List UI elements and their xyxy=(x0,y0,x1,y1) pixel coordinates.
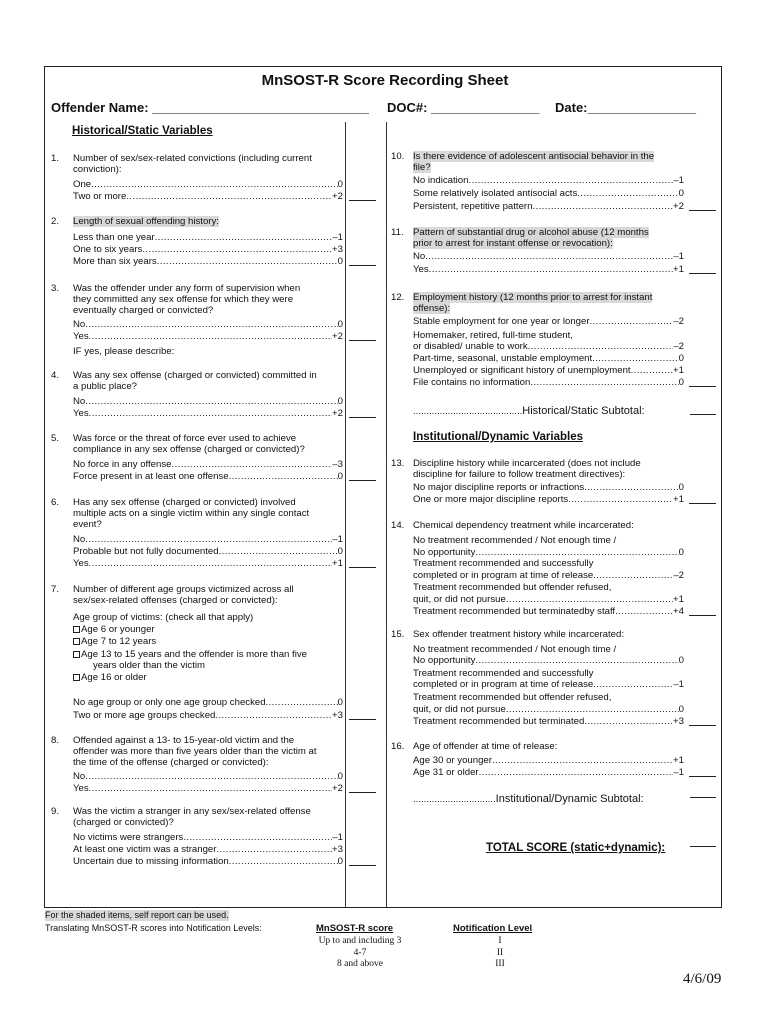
answer-score: +1 xyxy=(673,494,684,505)
score-blank[interactable] xyxy=(349,480,376,481)
answer-score: 0 xyxy=(337,471,343,482)
notification-level: II xyxy=(496,947,504,958)
item-number: 3. xyxy=(51,283,60,294)
leader-dots xyxy=(475,547,678,558)
leader-dots xyxy=(229,471,338,482)
answer-label: Unemployed or significant history of unemployment xyxy=(413,365,631,376)
question-text: discipline for failure to follow treatment directives): xyxy=(413,469,626,480)
leader-dots xyxy=(157,256,338,267)
question-text: offense): xyxy=(413,303,451,314)
question-text: Pattern of substantial drug or alcohol abuse (12 months xyxy=(413,227,649,238)
leader-dots xyxy=(216,844,332,855)
question-text: multiple acts on a single victim within any single contact xyxy=(73,508,310,519)
answer-label: One or more major discipline reports xyxy=(413,494,569,505)
answer-label: Age 30 or younger xyxy=(413,755,492,766)
question-text: offender was more than five years older than the victim at xyxy=(73,746,317,757)
answer-label: Treatment recommended but terminatedby staff xyxy=(413,606,616,617)
age-group-label: Age 16 or older xyxy=(81,672,147,683)
leader-dots xyxy=(89,783,332,794)
answer-score: +2 xyxy=(332,408,343,419)
answer-score: 0 xyxy=(678,655,684,666)
item-number: 4. xyxy=(51,370,60,381)
answer-option xyxy=(413,679,684,690)
total-score-label: TOTAL SCORE (static+dynamic): xyxy=(486,842,666,854)
answer-option xyxy=(413,175,684,186)
leader-dots xyxy=(89,558,332,569)
answer-option xyxy=(73,319,343,330)
age-group-checkbox[interactable] xyxy=(73,672,147,683)
score-blank[interactable] xyxy=(349,417,376,418)
answer-score: –2 xyxy=(673,570,684,581)
answer-option xyxy=(413,655,684,666)
date-field[interactable]: Date:_______________ xyxy=(555,100,696,115)
score-blank[interactable] xyxy=(689,210,716,211)
institutional-subtotal-label: ...............................Institutional/Dynamic Subtotal: xyxy=(413,793,644,805)
answer-option xyxy=(73,844,343,855)
answer-option xyxy=(413,644,684,655)
answer-label: Persistent, repetitive pattern xyxy=(413,201,533,212)
score-blank[interactable] xyxy=(349,792,376,793)
question-text: eventually charged or convicted? xyxy=(73,305,214,316)
score-range: 4-7 xyxy=(353,947,367,958)
item-number: 14. xyxy=(391,520,405,531)
answer-option xyxy=(73,408,343,419)
answer-option xyxy=(413,330,684,341)
answer-score: –1 xyxy=(673,679,684,690)
leader-dots xyxy=(183,832,332,843)
answer-option xyxy=(413,494,684,505)
question-text: they committed any sex offense for which they were xyxy=(73,294,294,305)
answer-label: quit, or did not pursue xyxy=(413,594,506,605)
answer-score: –1 xyxy=(332,232,343,243)
total-score-blank[interactable] xyxy=(690,846,716,847)
question-text: conviction): xyxy=(73,164,122,175)
answer-option xyxy=(73,534,343,545)
answer-score: 0 xyxy=(678,547,684,558)
age-group-checkbox xyxy=(93,660,205,671)
answer-score: 0 xyxy=(337,179,343,190)
answer-option xyxy=(413,188,684,199)
answer-option xyxy=(413,692,684,703)
answer-label: One to six years xyxy=(73,244,143,255)
answer-label: Part-time, seasonal, unstable employment xyxy=(413,353,593,364)
item-number: 1. xyxy=(51,153,60,164)
checkbox-icon[interactable] xyxy=(73,674,80,681)
answer-score: 0 xyxy=(337,697,343,708)
item-number: 11. xyxy=(391,227,404,238)
answer-label: Yes xyxy=(73,558,89,569)
answer-score: +1 xyxy=(673,264,684,275)
leader-dots xyxy=(219,546,338,557)
answer-option xyxy=(73,783,343,794)
answer-score: +3 xyxy=(673,716,684,727)
age-group-label: Age 7 to 12 years xyxy=(81,636,157,647)
answer-label: Treatment recommended but terminated xyxy=(413,716,585,727)
answer-label: No xyxy=(73,319,86,330)
answer-option xyxy=(413,594,684,605)
answer-score: 0 xyxy=(678,482,684,493)
answer-option xyxy=(413,547,684,558)
leader-dots xyxy=(584,716,673,727)
leader-dots xyxy=(142,244,332,255)
notification-level: III xyxy=(495,959,505,969)
item-number: 5. xyxy=(51,433,60,444)
answer-score: +1 xyxy=(332,558,343,569)
age-group-intro: Age group of victims: (check all that apply) xyxy=(73,612,254,623)
score-blank[interactable] xyxy=(689,776,716,777)
score-blank[interactable] xyxy=(689,503,716,504)
question-text: compliance in any sex offense (charged or convicted)? xyxy=(73,444,305,455)
answer-label: File contains no information xyxy=(413,377,531,388)
score-column xyxy=(345,122,387,907)
answer-option xyxy=(413,535,684,546)
answer-label: At least one victim was a stranger xyxy=(73,844,217,855)
question-text: Has any sex offense (charged or convicted) involved xyxy=(73,497,296,508)
leader-dots xyxy=(85,396,337,407)
age-group-checkbox[interactable] xyxy=(73,624,155,635)
answer-label: completed or in program at time of release xyxy=(413,679,594,690)
leader-dots xyxy=(89,331,332,342)
answer-label: or disabled/ unable to work xyxy=(413,341,528,352)
leader-dots xyxy=(468,175,673,186)
doc-number-field[interactable]: DOC#: _______________ xyxy=(387,100,540,115)
question-text: Is there evidence of adolescent antisocial behavior in the xyxy=(413,151,655,162)
leader-dots xyxy=(126,191,332,202)
item-number: 15. xyxy=(391,629,405,640)
question-text: a public place? xyxy=(73,381,138,392)
score-range: 8 and above xyxy=(337,959,383,969)
answer-label: No xyxy=(73,396,86,407)
answer-score: –2 xyxy=(673,341,684,352)
question-text: Was the offender under any form of supervision when xyxy=(73,283,301,294)
answer-score: +2 xyxy=(673,201,684,212)
leader-dots xyxy=(584,482,679,493)
leader-dots xyxy=(215,710,332,721)
answer-option xyxy=(413,606,684,617)
answer-score: +3 xyxy=(332,244,343,255)
answer-option xyxy=(413,755,684,766)
leader-dots xyxy=(429,264,673,275)
historical-section-title: Historical/Static Variables xyxy=(72,125,213,137)
question-text: Chemical dependency treatment while incarcerated: xyxy=(413,520,634,531)
age-group-label: years older than the victim xyxy=(93,660,205,671)
checkbox-icon[interactable] xyxy=(73,626,80,633)
question-text: Was any sex offense (charged or convicted) committed in xyxy=(73,370,317,381)
answer-score: 0 xyxy=(337,546,343,557)
answer-score: +4 xyxy=(673,606,684,617)
leader-dots xyxy=(266,697,338,708)
question-text: Discipline history while incarcerated (does not include xyxy=(413,458,641,469)
answer-option xyxy=(73,710,343,721)
offender-name-field[interactable]: Offender Name: ______________________________ xyxy=(51,100,370,115)
question-text: sex/sex-related offenses (charged or convicted): xyxy=(73,595,278,606)
answer-label: Age 31 or older xyxy=(413,767,479,778)
age-group-checkbox[interactable] xyxy=(73,649,307,660)
checkbox-icon[interactable] xyxy=(73,638,80,645)
answer-label: No xyxy=(413,251,426,262)
answer-score: –2 xyxy=(673,316,684,327)
answer-option xyxy=(73,244,343,255)
answer-score: +1 xyxy=(673,594,684,605)
answer-label: More than six years xyxy=(73,256,157,267)
answer-score: +2 xyxy=(332,783,343,794)
answer-option xyxy=(73,697,343,708)
item-number: 7. xyxy=(51,584,60,595)
answer-option xyxy=(73,396,343,407)
answer-label: No force in any offense xyxy=(73,459,172,470)
answer-label: Yes xyxy=(73,408,89,419)
answer-score: 0 xyxy=(678,704,684,715)
answer-label: Treatment recommended and successfully xyxy=(413,668,594,679)
leader-dots xyxy=(172,459,333,470)
answer-option xyxy=(413,482,684,493)
answer-option xyxy=(413,767,684,778)
leader-dots xyxy=(85,319,337,330)
answer-option xyxy=(413,365,684,376)
answer-label: Treatment recommended and successfully xyxy=(413,558,594,569)
institutional-subtotal-blank[interactable] xyxy=(690,797,716,798)
score-blank[interactable] xyxy=(689,386,716,387)
question-text: Sex offender treatment history while incarcerated: xyxy=(413,629,624,640)
answer-label: Stable employment for one year or longer xyxy=(413,316,590,327)
answer-score: 0 xyxy=(678,188,684,199)
revision-date: 4/6/09 xyxy=(683,971,722,987)
leader-dots xyxy=(425,251,673,262)
answer-option xyxy=(73,191,343,202)
leader-dots xyxy=(85,771,337,782)
leader-dots xyxy=(592,353,678,364)
institutional-section-title: Institutional/Dynamic Variables xyxy=(413,431,583,443)
answer-label: No treatment recommended / Not enough time / xyxy=(413,535,617,546)
answer-score: 0 xyxy=(678,353,684,364)
answer-option xyxy=(73,459,343,470)
answer-option xyxy=(73,546,343,557)
answer-score: –1 xyxy=(673,175,684,186)
answer-option xyxy=(73,331,343,342)
answer-label: One xyxy=(73,179,92,190)
answer-label: Uncertain due to missing information xyxy=(73,856,229,867)
leader-dots xyxy=(91,179,338,190)
answer-label: No xyxy=(73,534,86,545)
leader-dots xyxy=(506,594,673,605)
item-number: 12. xyxy=(391,292,405,303)
item-number: 13. xyxy=(391,458,405,469)
leader-dots xyxy=(568,494,673,505)
answer-option xyxy=(413,353,684,364)
question-text: file? xyxy=(413,162,431,173)
notification-level: I xyxy=(498,936,502,946)
leader-dots xyxy=(475,655,678,666)
answer-option xyxy=(413,251,684,262)
historical-subtotal-label: .........................................Historical/Static Subtotal: xyxy=(413,405,645,417)
answer-score: +2 xyxy=(332,331,343,342)
answer-option xyxy=(73,771,343,782)
answer-option xyxy=(413,201,684,212)
answer-label: No major discipline reports or infractions xyxy=(413,482,585,493)
answer-label: Two or more xyxy=(73,191,127,202)
answer-label: No victims were strangers xyxy=(73,832,184,843)
question-text: (charged or convicted)? xyxy=(73,817,174,828)
answer-score: 0 xyxy=(337,771,343,782)
score-blank[interactable] xyxy=(349,567,376,568)
item-number: 9. xyxy=(51,806,60,817)
answer-score: +3 xyxy=(332,710,343,721)
leader-dots xyxy=(631,365,673,376)
score-column-header: MnSOST-R score xyxy=(316,923,394,934)
score-blank[interactable] xyxy=(349,340,376,341)
answer-option xyxy=(73,256,343,267)
age-group-label: Age 13 to 15 years and the offender is more than five xyxy=(81,649,307,660)
item-number: 8. xyxy=(51,735,60,746)
answer-score: –1 xyxy=(673,251,684,262)
answer-score: 0 xyxy=(678,377,684,388)
question-text: Number of different age groups victimized across all xyxy=(73,584,294,595)
leader-dots xyxy=(492,755,673,766)
item-number: 16. xyxy=(391,741,405,752)
question-text: event? xyxy=(73,519,102,530)
question-text: Length of sexual offending history: xyxy=(73,216,219,227)
question-text: Offended against a 13- to 15-year-old victim and the xyxy=(73,735,295,746)
question-text: Employment history (12 months prior to arrest for instant xyxy=(413,292,653,303)
answer-label: No opportunity xyxy=(413,655,476,666)
answer-score: –1 xyxy=(332,832,343,843)
score-blank[interactable] xyxy=(689,273,716,274)
answer-option xyxy=(73,471,343,482)
age-group-label: Age 6 or younger xyxy=(81,624,155,635)
item-number: 6. xyxy=(51,497,60,508)
question-text: Age of offender at time of release: xyxy=(413,741,558,752)
answer-score: 0 xyxy=(337,396,343,407)
answer-option xyxy=(413,668,684,679)
answer-option xyxy=(73,832,343,843)
score-blank[interactable] xyxy=(349,265,376,266)
answer-option xyxy=(413,704,684,715)
answer-label: Treatment recommended but offender refused, xyxy=(413,582,612,593)
answer-label: No xyxy=(73,771,86,782)
answer-label: No indication xyxy=(413,175,469,186)
leader-dots xyxy=(506,704,679,715)
answer-label: Homemaker, retired, full-time student, xyxy=(413,330,573,341)
answer-score: –1 xyxy=(673,767,684,778)
translating-note: Translating MnSOST-R scores into Notification Levels: xyxy=(45,923,262,933)
answer-option xyxy=(413,316,684,327)
answer-label: quit, or did not pursue xyxy=(413,704,506,715)
leader-dots xyxy=(532,201,673,212)
answer-option xyxy=(413,264,684,275)
answer-option xyxy=(73,856,343,867)
answer-label: No opportunity xyxy=(413,547,476,558)
leader-dots xyxy=(229,856,338,867)
answer-option xyxy=(413,377,684,388)
answer-option xyxy=(413,570,684,581)
answer-label: Less than one year xyxy=(73,232,155,243)
leader-dots xyxy=(593,570,673,581)
answer-option xyxy=(413,716,684,727)
level-column-header: Notification Level xyxy=(453,923,533,934)
score-blank[interactable] xyxy=(689,725,716,726)
page-title: MnSOST-R Score Recording Sheet xyxy=(261,72,509,89)
score-blank[interactable] xyxy=(349,200,376,201)
leader-dots xyxy=(85,534,332,545)
leader-dots xyxy=(89,408,332,419)
answer-label: Yes xyxy=(73,783,89,794)
leader-dots xyxy=(577,188,678,199)
answer-label: Yes xyxy=(73,331,89,342)
score-range: Up to and including 3 xyxy=(318,936,402,946)
answer-option xyxy=(73,179,343,190)
answer-score: 0 xyxy=(337,856,343,867)
answer-label: Some relatively isolated antisocial acts xyxy=(413,188,578,199)
answer-score: 0 xyxy=(337,256,343,267)
item-number: 10. xyxy=(391,151,405,162)
answer-option xyxy=(413,341,684,352)
question-text: prior to arrest for instant offense or revocation): xyxy=(413,238,613,249)
leader-dots xyxy=(479,767,674,778)
score-blank[interactable] xyxy=(349,719,376,720)
score-blank[interactable] xyxy=(689,615,716,616)
answer-option xyxy=(413,582,684,593)
answer-option xyxy=(413,558,684,569)
answer-score: –1 xyxy=(332,534,343,545)
answer-score: 0 xyxy=(337,319,343,330)
answer-label: No treatment recommended / Not enough time / xyxy=(413,644,617,655)
score-blank[interactable] xyxy=(349,865,376,866)
answer-label: Treatment recommended but offender refused, xyxy=(413,692,612,703)
leader-dots xyxy=(590,316,674,327)
answer-label: Force present in at least one offense xyxy=(73,471,229,482)
answer-score: +3 xyxy=(332,844,343,855)
answer-label: Probable but not fully documented xyxy=(73,546,219,557)
question-text: Was the victim a stranger in any sex/sex-related offense xyxy=(73,806,311,817)
answer-score: +1 xyxy=(673,365,684,376)
question-text: Number of sex/sex-related convictions (including current xyxy=(73,153,312,164)
answer-label: Yes xyxy=(413,264,429,275)
answer-option xyxy=(73,558,343,569)
answer-option xyxy=(73,232,343,243)
question-text: Was force or the threat of force ever used to achieve xyxy=(73,433,297,444)
answer-score: +2 xyxy=(332,191,343,202)
historical-subtotal-blank[interactable] xyxy=(690,414,716,415)
leader-dots xyxy=(155,232,333,243)
answer-label: completed or in program at time of release xyxy=(413,570,594,581)
leader-dots xyxy=(530,377,678,388)
leader-dots xyxy=(615,606,673,617)
leader-dots xyxy=(528,341,674,352)
answer-score: +1 xyxy=(673,755,684,766)
age-group-checkbox[interactable] xyxy=(73,636,156,647)
answer-score: –3 xyxy=(332,459,343,470)
checkbox-icon[interactable] xyxy=(73,651,80,658)
answer-label: No age group or only one age group checked xyxy=(73,697,266,708)
answer-label: Two or more age groups checked xyxy=(73,710,216,721)
item-number: 2. xyxy=(51,216,60,227)
describe-prompt: IF yes, please describe: xyxy=(73,346,175,357)
question-text: the time of the offense (charged or convicted): xyxy=(73,757,269,768)
leader-dots xyxy=(593,679,673,690)
shaded-note: For the shaded items, self report can be used. xyxy=(45,910,229,920)
